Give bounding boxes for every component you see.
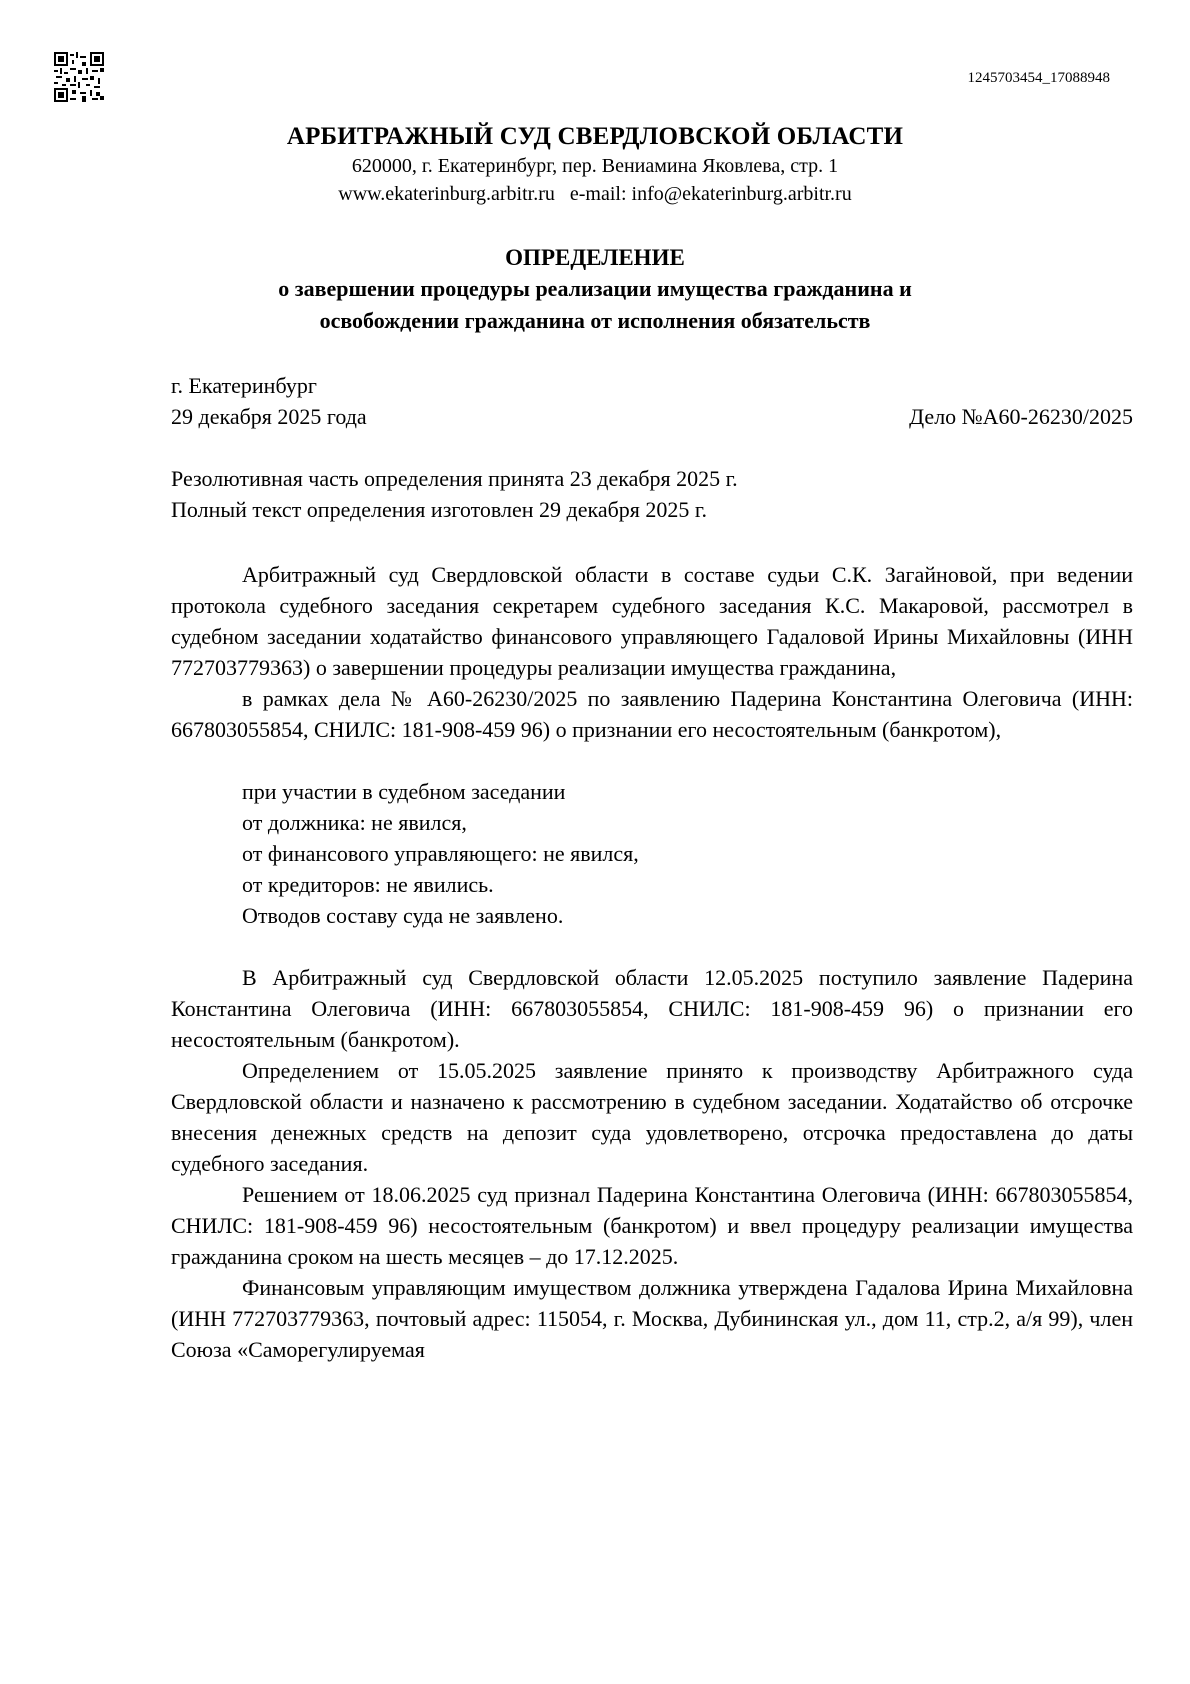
place-date-block (171, 370, 1133, 432)
paragraph: Определением от 15.05.2025 заявление принято к производству Арбитражного суда Свердловской области и назначено к рассмотрению в судебном заседании. Ходатайство об отсрочке внесения денежных средств на депозит суда удовлетворено, отсрочка предоставлена до даты судебного заседания. (171, 1058, 1133, 1176)
document-id: 1245703454_17088948 (967, 70, 1110, 86)
court-contacts: www.ekaterinburg.arbitr.ru e-mail: info@ekaterinburg.arbitr.ru (338, 183, 852, 205)
document-date: 29 декабря 2025 года (171, 404, 367, 429)
qr-code (54, 52, 104, 102)
document-body (171, 559, 1133, 1365)
participants-line: Отводов составу суда не заявлено. (242, 903, 564, 928)
participants-line: от должника: не явился, (242, 810, 467, 835)
title-sub-line-2: освобождении гражданина от исполнения обязательств (319, 308, 871, 333)
place: г. Екатеринбург (171, 373, 317, 398)
paragraph: Арбитражный суд Свердловской области в составе судьи С.К. Загайновой, при ведении протокола судебного заседания секретарем судебного заседания К.С. Макаровой, рассмотрел в судебном заседании ходатайство финансового управляющего Гадаловой Ирины Михайловны (ИНН 772703779363) о завершении процедуры реализации имущества гражданина, (171, 562, 1133, 680)
title-sub-line-1: о завершении процедуры реализации имущества гражданина и (278, 276, 912, 301)
resolution-info (171, 463, 1133, 525)
paragraph: В Арбитражный суд Свердловской области 12.05.2025 поступило заявление Падерина Константина Олеговича (ИНН: 667803055854, СНИЛС: 181-908-459 96) о признании его несостоятельным (банкротом). (171, 965, 1133, 1052)
title-main: ОПРЕДЕЛЕНИЕ (505, 245, 685, 270)
participants-line: от кредиторов: не явились. (242, 872, 494, 897)
court-address: 620000, г. Екатеринбург, пер. Вениамина Яковлева, стр. 1 (351, 155, 839, 177)
document-title (0, 243, 1190, 337)
case-number: Дело №А60-26230/2025 (909, 404, 1133, 429)
paragraph: Решением от 18.06.2025 суд признал Падерина Константина Олеговича (ИНН: 667803055854, СНИЛС: 181-908-459 96) несостоятельным (банкротом) и ввел процедуру реализации имущества гражданина сроком на шесть месяцев – до 17.12.2025. (171, 1182, 1133, 1269)
paragraph: Финансовым управляющим имуществом должника утверждена Гадалова Ирина Михайловна (ИНН 772703779363, почтовый адрес: 115054, г. Москва, Дубининская ул., дом 11, стр.2, а/я 99), член Союза «Саморегулируемая (171, 1275, 1133, 1362)
participants-block (171, 776, 1133, 931)
resolution-line: Резолютивная часть определения принята 23 декабря 2025 г. (171, 466, 738, 491)
participants-line: при участии в судебном заседании (242, 779, 566, 804)
resolution-line: Полный текст определения изготовлен 29 декабря 2025 г. (171, 497, 707, 522)
paragraph: в рамках дела № А60-26230/2025 по заявлению Падерина Константина Олеговича (ИНН: 667803055854, СНИЛС: 181-908-459 96) о признании его несостоятельным (банкротом), (171, 686, 1133, 742)
participants-line: от финансового управляющего: не явился, (242, 841, 639, 866)
court-header (0, 122, 1190, 208)
court-name: АРБИТРАЖНЫЙ СУД СВЕРДЛОВСКОЙ ОБЛАСТИ (286, 123, 904, 150)
